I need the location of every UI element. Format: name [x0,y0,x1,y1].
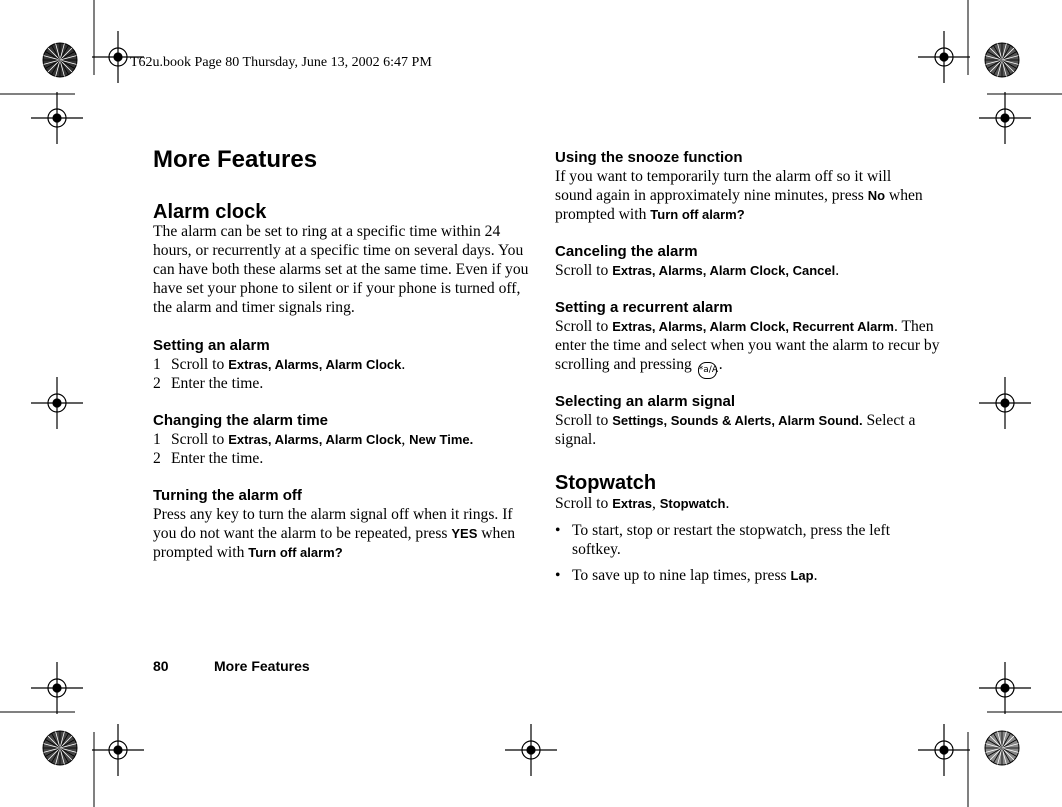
starburst-target-icon [43,731,77,765]
registration-target-icon [31,377,83,429]
setting-step-1: 1 Scroll to Extras, Alarms, Alarm Clock. [153,356,406,373]
registration-target-icon [92,724,144,776]
registration-target-icon [505,724,557,776]
stopwatch-heading: Stopwatch [555,472,657,494]
alarm-clock-body: The alarm can be set to ring at a specific time within 24 hours, or recurrently at a specific time on several days. You can have both these alarms set at the same time. Even if you have set your phone to silent or if your phone is turned off, the alarm and timer signals ring. [153,223,529,316]
registration-target-icon [31,662,83,714]
alarm-signal-body: Scroll to Settings, Sounds & Alerts, Alarm Sound. Select a signal. [555,412,916,448]
setting-step-2: 2 Enter the time. [153,375,264,392]
changing-step-2: 2 Enter the time. [153,450,264,467]
snooze-heading: Using the snooze function [555,149,743,166]
registration-target-icon [918,31,970,83]
registration-target-icon [918,724,970,776]
starburst-target-icon [985,43,1019,77]
file-slug: T62u.book Page 80 Thursday, June 13, 2002 6:47 PM [130,55,432,70]
cancel-alarm-heading: Canceling the alarm [555,243,698,260]
alarm-clock-heading: Alarm clock [153,201,267,223]
starburst-target-icon [43,43,77,77]
page-number: 80 [153,658,169,674]
recurrent-alarm-body: Scroll to Extras, Alarms, Alarm Clock, Recurrent Alarm. Then enter the time and select when you want the alarm to recur by scrolling and pressing *a/A. [555,317,940,379]
stopwatch-body: Scroll to Extras, Stopwatch. [555,495,730,512]
setting-alarm-heading: Setting an alarm [153,337,270,354]
starburst-target-icon [985,731,1019,765]
footer-section-title: More Features [214,658,310,674]
stopwatch-bullet-1: • To start, stop or restart the stopwatch, press the left softkey. [555,522,891,558]
recurrent-alarm-heading: Setting a recurrent alarm [555,299,733,316]
turning-off-body: Press any key to turn the alarm signal off when it rings. If you do not want the alarm to be repeated, press YES when prompted with Turn off alarm? [153,506,516,561]
turning-off-heading: Turning the alarm off [153,487,302,504]
page-title: More Features [153,146,318,173]
registration-target-icon [31,92,83,144]
star-key-icon: *a/A [698,362,717,379]
registration-target-icon [979,92,1031,144]
registration-target-icon [979,662,1031,714]
changing-alarm-heading: Changing the alarm time [153,412,329,429]
cancel-alarm-body: Scroll to Extras, Alarms, Alarm Clock, Cancel. [555,262,840,279]
alarm-signal-heading: Selecting an alarm signal [555,393,736,410]
snooze-body: If you want to temporarily turn the alarm off so it will sound again in approximately nine minutes, press No when prompted with Turn off alarm? [555,168,923,223]
registration-target-icon [979,377,1031,429]
changing-step-1: 1 Scroll to Extras, Alarms, Alarm Clock, New Time. [153,431,474,448]
stopwatch-bullet-2: • To save up to nine lap times, press Lap. [555,567,818,584]
